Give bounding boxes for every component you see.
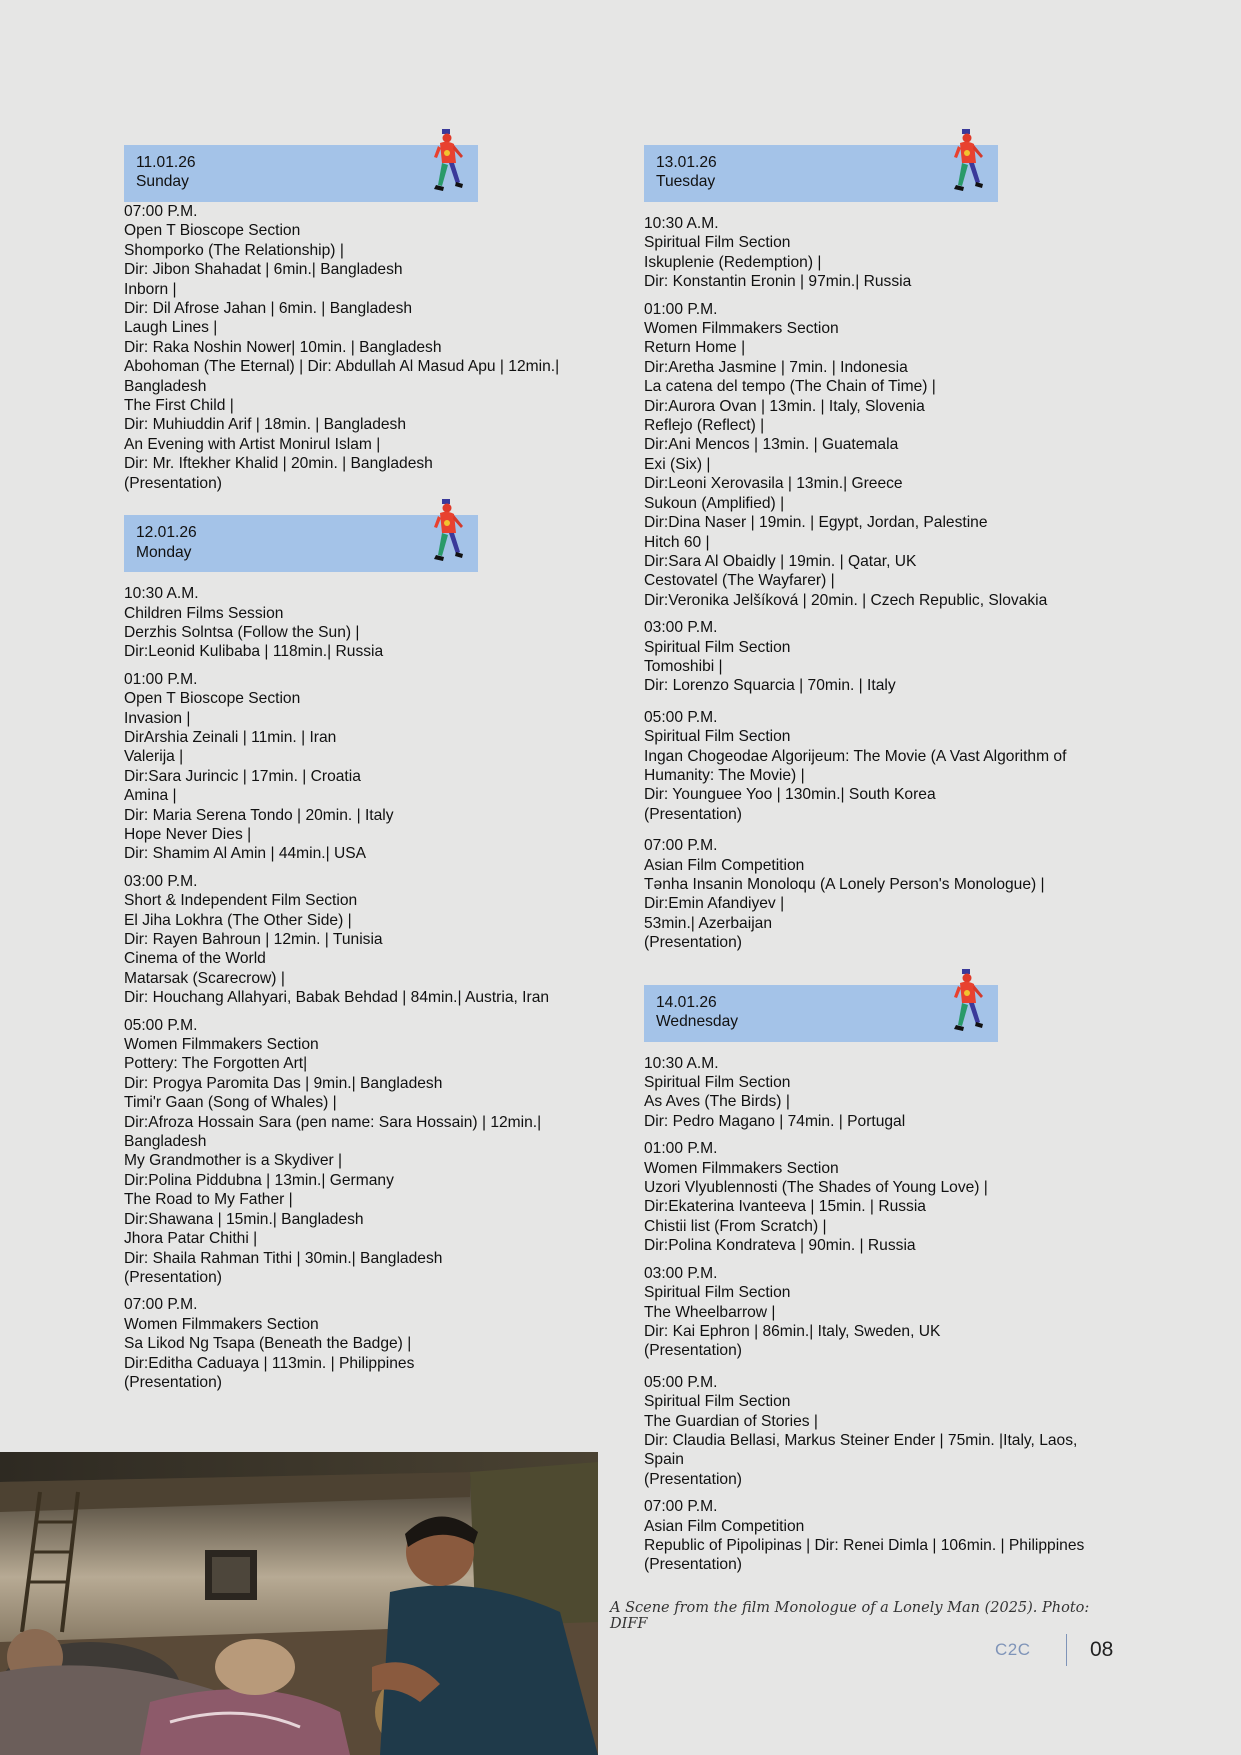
film-credit: Dir: Kai Ephron | 86min.| Italy, Sweden, UK — [644, 1322, 941, 1340]
event-time: 07:00 P.M. — [644, 1498, 718, 1516]
film-credit: Dir:Ekaterina Ivanteeva | 15min. | Russia — [644, 1198, 926, 1216]
film-credit: Dir: Lorenzo Squarcia | 70min. | Italy — [644, 677, 896, 695]
header-date: 13.01.26 — [656, 154, 717, 171]
schedule-column-left — [124, 145, 604, 1392]
photo-caption: A Scene from the film Monologue of a Lonely Man (2025). Photo: DIFF — [610, 1600, 1090, 1632]
film-credit: 53min.| Azerbaijan — [644, 914, 773, 932]
dancer-figure-icon — [950, 129, 990, 197]
event-section: Open T Bioscope Section — [124, 222, 301, 240]
event-time: 01:00 P.M. — [644, 1140, 718, 1158]
event-section: Asian Film Competition — [644, 1517, 805, 1535]
event-time: 10:30 A.M. — [644, 1054, 719, 1072]
film-title: Inborn | — [124, 280, 177, 298]
film-title: Pottery: The Forgotten Art| — [124, 1055, 308, 1073]
event-section: Spiritual Film Section — [644, 234, 791, 252]
event-time: 03:00 P.M. — [644, 619, 718, 637]
event-block — [644, 214, 1124, 292]
presentation-note: (Presentation) — [124, 1268, 222, 1286]
film-credit: Dir:Ani Mencos | 13min. | Guatemala — [644, 436, 899, 454]
event-block — [124, 1016, 604, 1288]
date-header — [644, 145, 998, 202]
event-section: Women Filmmakers Section — [644, 320, 839, 338]
event-section: Women Filmmakers Section — [124, 1315, 319, 1333]
event-time: 07:00 P.M. — [644, 837, 718, 855]
event-block — [644, 1139, 1124, 1255]
film-credit: Dir: Jibon Shahadat | 6min.| Bangladesh — [124, 261, 403, 279]
film-credit: Dir: Houchang Allahyari, Babak Behdad | 84min.| Austria, Iran — [124, 989, 550, 1007]
presentation-note: (Presentation) — [644, 805, 742, 823]
film-title: Amina | — [124, 787, 177, 805]
footer-brand: C2C — [995, 1640, 1031, 1659]
event-section: Short & Independent Film Section — [124, 892, 358, 910]
film-credit: Dir: Raka Noshin Nower| 10min. | Bangladesh — [124, 338, 442, 356]
event-time: 05:00 P.M. — [644, 1373, 718, 1391]
event-block — [124, 670, 604, 864]
film-credit: Dir: Pedro Magano | 74min. | Portugal — [644, 1112, 906, 1130]
event-time: 07:00 P.M. — [124, 1296, 198, 1314]
film-title: Abohoman (The Eternal) | Dir: Abdullah Al Masud Apu | 12min.| — [124, 358, 560, 376]
event-section: Spiritual Film Section — [644, 1074, 791, 1092]
film-still-photo — [0, 1452, 598, 1755]
film-title: Shomporko (The Relationship) | — [124, 241, 344, 259]
film-credit: Dir: Shamim Al Amin | 44min.| USA — [124, 845, 367, 863]
film-credit: Dir: Shaila Rahman Tithi | 30min.| Bangladesh — [124, 1249, 443, 1267]
film-title: Hope Never Dies | — [124, 825, 252, 843]
film-title: Timi'r Gaan (Song of Whales) | — [124, 1094, 337, 1112]
film-title: Laugh Lines | — [124, 319, 218, 337]
film-title: Valerija | — [124, 748, 184, 766]
film-title: Hitch 60 | — [644, 533, 710, 551]
page-number: 08 — [1090, 1638, 1114, 1661]
event-block — [644, 300, 1124, 611]
film-credit: Dir:Sara Jurincic | 17min. | Croatia — [124, 767, 361, 785]
presentation-note: (Presentation) — [644, 1470, 742, 1488]
film-credit: Dir:Dina Naser | 19min. | Egypt, Jordan, Palestine — [644, 514, 988, 532]
film-credit: Bangladesh — [124, 377, 207, 395]
event-section: Children Films Session — [124, 604, 284, 622]
event-block — [644, 1373, 1124, 1489]
film-credit: Dir:Veronika Jelšíková | 20min. | Czech Republic, Slovakia — [644, 591, 1048, 609]
dancer-figure-icon — [430, 129, 470, 197]
event-section: Spiritual Film Section — [644, 1284, 791, 1302]
film-title: Chistii list (From Scratch) | — [644, 1217, 827, 1235]
presentation-note: (Presentation) — [124, 474, 222, 492]
film-credit: Dir: Rayen Bahroun | 12min. | Tunisia — [124, 931, 383, 948]
film-credit: DirArshia Zeinali | 11min. | Iran — [124, 728, 337, 746]
event-block — [644, 1054, 1124, 1132]
dancer-figure-icon — [950, 969, 990, 1037]
film-title: The Guardian of Stories | — [644, 1412, 818, 1430]
event-time: 05:00 P.M. — [644, 708, 718, 726]
event-block — [644, 1497, 1124, 1575]
footer-divider — [1066, 1634, 1067, 1666]
event-block — [644, 618, 1124, 696]
film-credit: Dir: Dil Afrose Jahan | 6min. | Bangladesh — [124, 300, 413, 318]
event-block — [124, 584, 604, 662]
film-credit: Dir: Claudia Bellasi, Markus Steiner Ender | 75min. |Italy, Laos, — [644, 1431, 1078, 1449]
film-title: Derzhis Solntsa (Follow the Sun) | — [124, 623, 360, 641]
film-title: Invasion | — [124, 709, 191, 727]
film-credit: Dir:Emin Afandiyev | — [644, 895, 785, 913]
event-time: 10:30 A.M. — [644, 215, 719, 232]
event-section: Asian Film Competition — [644, 856, 805, 874]
film-title: Jhora Patar Chithi | — [124, 1230, 258, 1248]
film-credit: Dir: Mr. Iftekher Khalid | 20min. | Bangladesh — [124, 455, 433, 473]
event-block — [124, 872, 604, 1008]
film-credit: Dir:Aretha Jasmine | 7min. | Indonesia — [644, 358, 908, 376]
event-section: Spiritual Film Section — [644, 1393, 791, 1411]
date-header — [124, 145, 478, 202]
header-weekday: Monday — [136, 543, 192, 561]
event-block — [644, 1264, 1124, 1361]
event-block — [124, 202, 604, 493]
event-section: Spiritual Film Section — [644, 728, 791, 746]
film-title: The Road to My Father | — [124, 1191, 293, 1209]
film-title: Reflejo (Reflect) | — [644, 417, 765, 435]
film-credit: Dir: Progya Paromita Das | 9min.| Bangladesh — [124, 1074, 443, 1092]
film-title: The Wheelbarrow | — [644, 1303, 776, 1321]
film-credit: Dir: Muhiuddin Arif | 18min. | Bangladesh — [124, 416, 407, 434]
film-title: Cestovatel (The Wayfarer) | — [644, 572, 835, 590]
film-title: As Aves (The Birds) | — [644, 1093, 790, 1111]
event-time: 01:00 P.M. — [124, 670, 198, 688]
header-date: 11.01.26 — [136, 154, 196, 171]
event-section: Women Filmmakers Section — [644, 1159, 839, 1177]
film-credit: Dir:Leonid Kulibaba | 118min.| Russia — [124, 643, 384, 661]
film-title: Sa Likod Ng Tsapa (Beneath the Badge) | — [124, 1335, 412, 1353]
event-time: 07:00 P.M. — [124, 203, 198, 220]
film-credit: Dir:Aurora Ovan | 13min. | Italy, Slovenia — [644, 397, 925, 415]
event-section: Open T Bioscope Section — [124, 690, 301, 708]
film-title: Ingan Chogeodae Algorijeum: The Movie (A Vast Algorithm of — [644, 747, 1067, 765]
film-credit: Spain — [644, 1451, 684, 1469]
film-title: La catena del tempo (The Chain of Time) | — [644, 378, 936, 396]
film-title: Humanity: The Movie) | — [644, 766, 805, 784]
film-title: Sukoun (Amplified) | — [644, 494, 785, 512]
film-title: Republic of Pipolipinas | Dir: Renei Dimla | 106min. | Philippines — [644, 1536, 1085, 1554]
film-credit: Bangladesh — [124, 1133, 207, 1151]
presentation-note: (Presentation) — [644, 934, 742, 952]
header-weekday: Tuesday — [656, 173, 716, 191]
film-credit: Dir: Younguee Yoo | 130min.| South Korea — [644, 786, 936, 804]
film-credit: Dir:Afroza Hossain Sara (pen name: Sara Hossain) | 12min.| — [124, 1113, 542, 1131]
film-title: Matarsak (Scarecrow) | — [124, 969, 285, 987]
film-title: My Grandmother is a Skydiver | — [124, 1152, 343, 1170]
event-block — [644, 708, 1124, 824]
event-time: 03:00 P.M. — [124, 872, 198, 890]
film-credit: Dir:Shawana | 15min.| Bangladesh — [124, 1210, 364, 1228]
film-credit: Dir: Maria Serena Tondo | 20min. | Italy — [124, 806, 394, 824]
film-title: Tənha Insanin Monoloqu (A Lonely Person's Monologue) | — [644, 876, 1045, 893]
film-title: An Evening with Artist Monirul Islam | — [124, 435, 381, 453]
header-weekday: Sunday — [136, 173, 189, 191]
film-credit: Dir:Leoni Xerovasila | 13min.| Greece — [644, 475, 903, 493]
film-credit: Dir:Sara Al Obaidly | 19min. | Qatar, UK — [644, 552, 917, 570]
header-date: 12.01.26 — [136, 524, 197, 542]
film-title: Iskuplenie (Redemption) | — [644, 253, 822, 271]
presentation-note: (Presentation) — [644, 1342, 742, 1360]
header-weekday: Wednesday — [656, 1013, 739, 1031]
film-credit: Dir:Polina Piddubna | 13min.| Germany — [124, 1171, 394, 1189]
film-title: Tomoshibi | — [644, 657, 723, 675]
event-section: Spiritual Film Section — [644, 638, 791, 656]
event-time: 01:00 P.M. — [644, 300, 718, 318]
film-credit: Dir:Editha Caduaya | 113min. | Philippines — [124, 1354, 415, 1372]
film-title: Exi (Six) | — [644, 455, 711, 473]
event-block — [124, 1295, 604, 1392]
header-date: 14.01.26 — [656, 993, 717, 1011]
event-time: 03:00 P.M. — [644, 1264, 718, 1282]
film-credit: Dir:Polina Kondrateva | 90min. | Russia — [644, 1237, 916, 1255]
film-title: Return Home | — [644, 339, 746, 357]
event-section: Women Filmmakers Section — [124, 1036, 319, 1054]
presentation-note: (Presentation) — [644, 1556, 742, 1574]
dancer-figure-icon — [430, 499, 470, 567]
presentation-note: (Presentation) — [124, 1373, 222, 1391]
film-still-image — [0, 1452, 598, 1755]
film-title: El Jiha Lokhra (The Other Side) | — [124, 911, 352, 929]
schedule-column-right — [644, 145, 1124, 1575]
event-section: Cinema of the World — [124, 950, 266, 968]
date-header — [124, 515, 478, 572]
film-title: The First Child | — [124, 397, 234, 415]
event-time: 10:30 A.M. — [124, 585, 199, 603]
event-block — [644, 836, 1124, 952]
date-header — [644, 985, 998, 1042]
film-title: Uzori Vlyublennosti (The Shades of Young Love) | — [644, 1179, 988, 1197]
film-credit: Dir: Konstantin Eronin | 97min.| Russia — [644, 273, 912, 291]
event-time: 05:00 P.M. — [124, 1016, 198, 1034]
